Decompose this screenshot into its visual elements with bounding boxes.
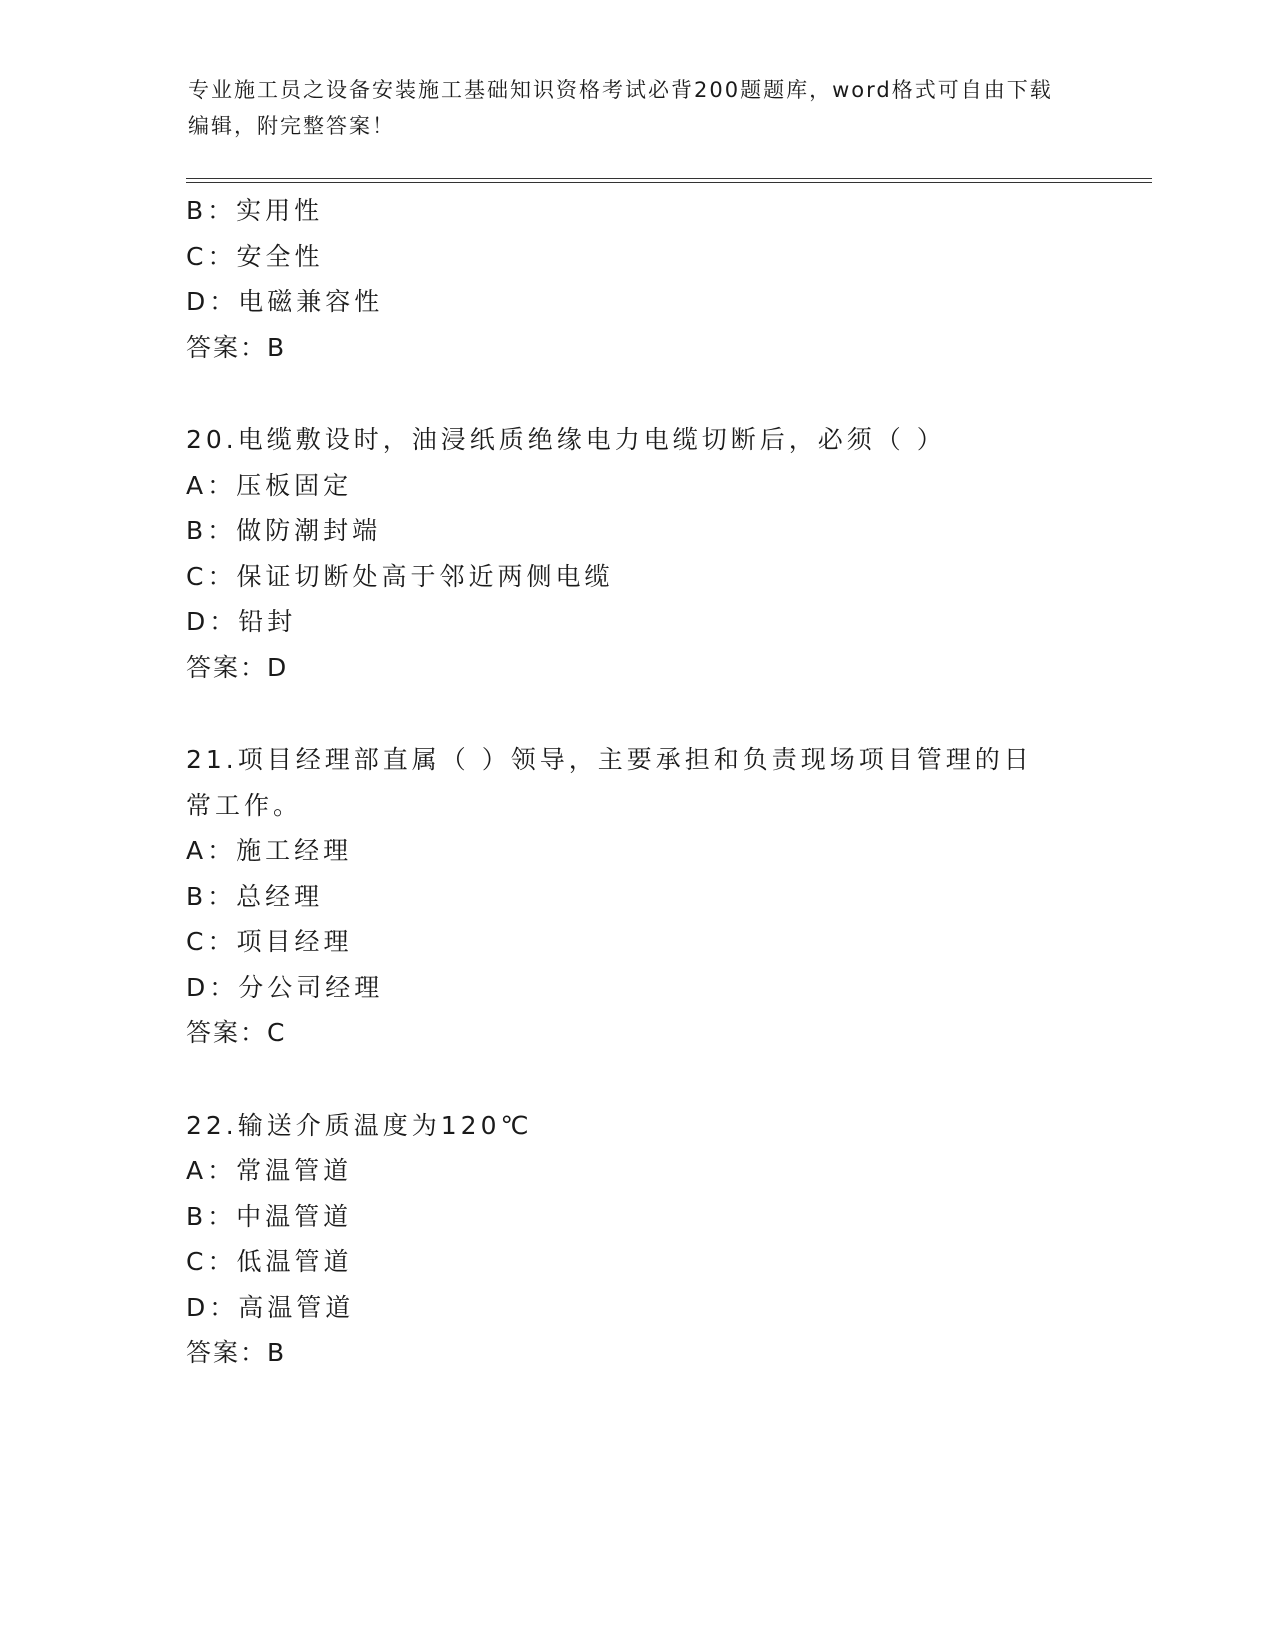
question-block-21 bbox=[186, 737, 1086, 1056]
option-d: D：高温管道 bbox=[186, 1292, 355, 1322]
option-a: A：施工经理 bbox=[186, 836, 353, 865]
option-c: C：保证切断处高于邻近两侧电缆 bbox=[186, 561, 614, 591]
question-stem: 22.输送介质温度为120℃ bbox=[186, 1110, 533, 1140]
question-stem: 21.项目经理部直属（ ）领导，主要承担和负责现场项目管理的日常工作。 bbox=[186, 745, 1033, 820]
option-c: C：安全性 bbox=[186, 241, 324, 271]
option-c: C：低温管道 bbox=[186, 1247, 353, 1276]
option-b: B：总经理 bbox=[186, 881, 324, 911]
option-d: D：电磁兼容性 bbox=[186, 287, 384, 316]
answer-text: 答案：B bbox=[186, 332, 287, 362]
option-d: D：分公司经理 bbox=[186, 972, 384, 1002]
question-stem: 20.电缆敷设时，油浸纸质绝缘电力电缆切断后，必须（ ） bbox=[186, 425, 946, 454]
question-block-20 bbox=[186, 417, 1086, 690]
option-a: A：压板固定 bbox=[186, 470, 353, 500]
option-a: A：常温管道 bbox=[186, 1156, 353, 1185]
option-b: B：做防潮封端 bbox=[186, 516, 382, 545]
document-header: 专业施工员之设备安装施工基础知识资格考试必背200题题库，word格式可自由下载编辑，附完整答案！ bbox=[188, 78, 1053, 138]
answer-text: 答案：D bbox=[186, 652, 289, 682]
header-divider bbox=[186, 178, 1152, 183]
option-b: B：实用性 bbox=[186, 196, 324, 225]
answer-text: 答案：B bbox=[186, 1338, 287, 1367]
question-block-19 bbox=[186, 188, 1086, 370]
question-block-22 bbox=[186, 1103, 1086, 1376]
option-c: C：项目经理 bbox=[186, 927, 353, 956]
option-d: D：铅封 bbox=[186, 607, 297, 636]
question-list bbox=[186, 188, 1086, 1376]
answer-text: 答案：C bbox=[186, 1018, 287, 1047]
option-b: B：中温管道 bbox=[186, 1201, 353, 1231]
